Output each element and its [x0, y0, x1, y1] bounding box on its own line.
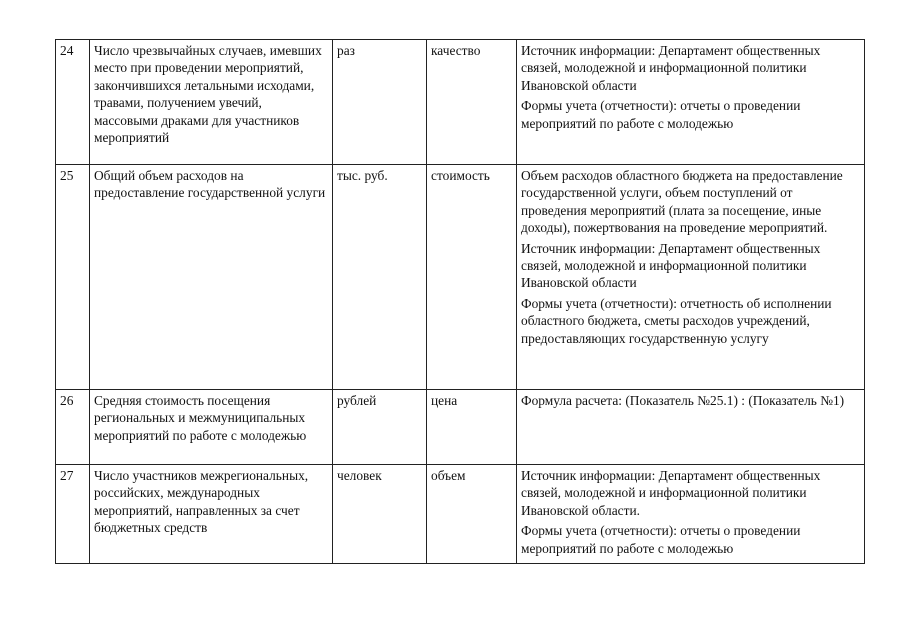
table-row	[56, 465, 865, 564]
row-number: 24	[56, 40, 90, 165]
source-paragraph: Формы учета (отчетности): отчеты о проведении мероприятий по работе с молодежью	[521, 98, 801, 131]
indicator-name: Средняя стоимость посещения региональных и межмуниципальных мероприятий по работе с молодежью	[90, 390, 333, 465]
indicator-type: стоимость	[427, 165, 517, 390]
unit-of-measure: человек	[333, 465, 427, 564]
source-info	[517, 390, 865, 465]
table-row	[56, 40, 865, 165]
indicator-name: Число участников межрегиональных, российских, международных мероприятий, направленных за счет бюджетных средств	[90, 465, 333, 564]
row-number: 27	[56, 465, 90, 564]
table-row	[56, 390, 865, 465]
row-number: 25	[56, 165, 90, 390]
source-paragraph: Формула расчета: (Показатель №25.1) : (Показатель №1)	[521, 393, 845, 408]
source-info	[517, 40, 865, 165]
indicators-table	[55, 39, 865, 564]
indicator-name: Число чрезвычайных случаев, имевших место при проведении мероприятий, закончившихся летальными исходами, травами, получением увечий, массовыми драками для участников мероприятий	[90, 40, 333, 165]
table-row	[56, 165, 865, 390]
unit-of-measure: раз	[333, 40, 427, 165]
indicator-name: Общий объем расходов на предоставление государственной услуги	[90, 165, 333, 390]
source-paragraph: Источник информации: Департамент общественных связей, молодежной и информационной политики Ивановской области	[521, 43, 821, 93]
indicator-type: цена	[427, 390, 517, 465]
row-number: 26	[56, 390, 90, 465]
source-paragraph: Формы учета (отчетности): отчетность об исполнении областного бюджета, сметы расходов учреждений, предоставляющих государственную услугу	[521, 295, 832, 346]
source-info	[517, 165, 865, 390]
source-info	[517, 465, 865, 564]
source-paragraph: Формы учета (отчетности): отчеты о проведении мероприятий по работе с молодежью	[521, 523, 801, 556]
indicator-type: качество	[427, 40, 517, 165]
unit-of-measure: тыс. руб.	[333, 165, 427, 390]
source-paragraph: Источник информации: Департамент общественных связей, молодежной и информационной политики Ивановской области.	[521, 468, 821, 518]
source-paragraph: Источник информации: Департамент общественных связей, молодежной и информационной политики Ивановской области	[521, 240, 821, 291]
indicator-type: объем	[427, 465, 517, 564]
source-paragraph: Объем расходов областного бюджета на предоставление государственной услуги, объем поступлений от проведения мероприятий (плата за посещение, иные доходы), пожертвования на проведение мероприятий.	[521, 168, 843, 236]
unit-of-measure: рублей	[333, 390, 427, 465]
